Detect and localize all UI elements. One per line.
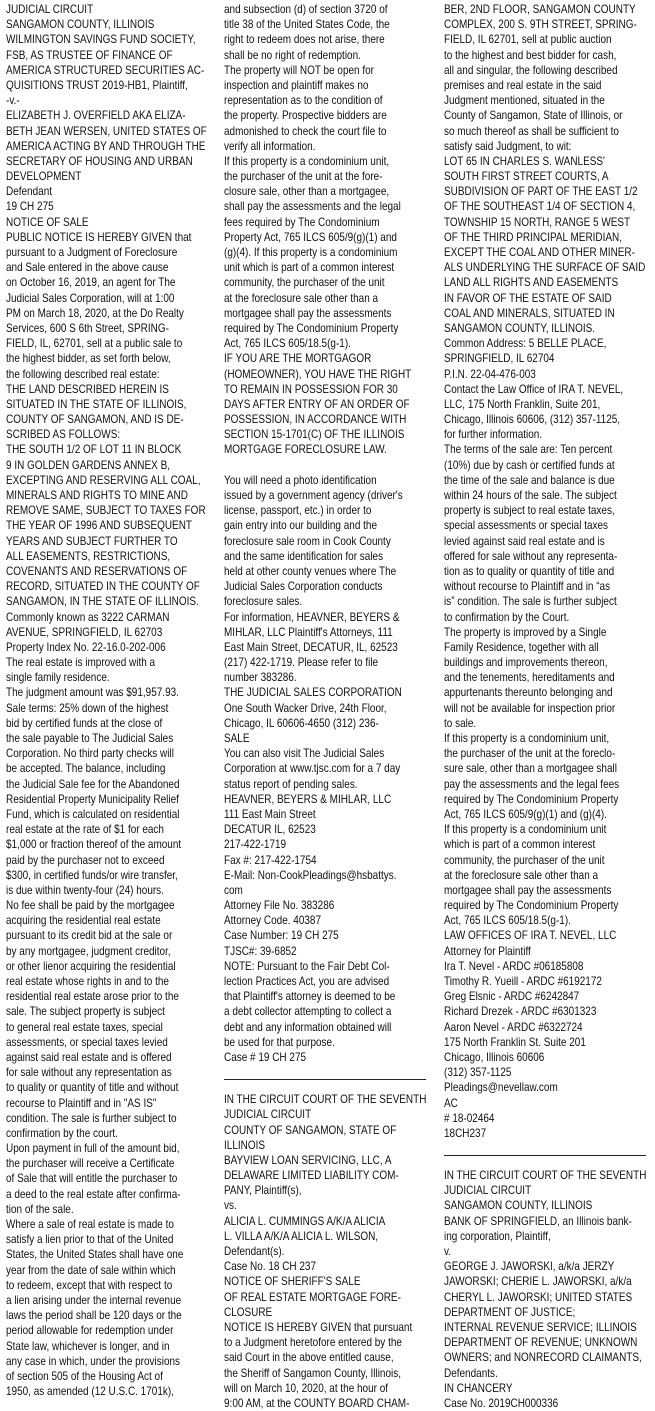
text-line: appurtenants thereunto belonging and bbox=[444, 686, 613, 700]
text-line: CLOSURE bbox=[224, 1305, 273, 1319]
text-line: Greg Elsnic - ARDC #6242847 bbox=[444, 990, 580, 1004]
text-line: Fund, which is calculated on residential bbox=[6, 807, 180, 821]
text-line: EXCEPTING AND RESERVING ALL COAL, bbox=[6, 473, 201, 487]
column-3 bbox=[444, 2, 647, 1410]
text-line: COUNTY OF SANGAMON, STATE OF bbox=[224, 1123, 397, 1137]
text-line: Corporation at www.tjsc.com for a 7 day bbox=[224, 762, 401, 776]
text-line: AMERICA ACTING BY AND THROUGH THE bbox=[6, 139, 206, 153]
text-line: v. bbox=[444, 1245, 452, 1258]
text-line: THE SOUTH 1/2 OF LOT 11 IN BLOCK bbox=[6, 443, 182, 457]
text-line: Attorney Code. 40387 bbox=[224, 914, 322, 928]
text-line: so much thereof as shall be sufficient to bbox=[444, 124, 620, 138]
text-line: offered for sale without any representa- bbox=[444, 549, 618, 563]
text-line: MIHLAR, LLC Plaintiff's Attorneys, 111 bbox=[224, 625, 394, 639]
text-line: vs. bbox=[224, 1199, 238, 1213]
text-line: FIELD, IL, 62701, sell at a public sale to bbox=[6, 337, 183, 351]
text-line: The property is improved by a Single bbox=[444, 625, 607, 639]
text-line: Chicago, Illinois 60606 bbox=[444, 1050, 545, 1064]
text-line: 9 IN GOLDEN GARDENS ANNEX B, bbox=[6, 458, 171, 472]
text-line: and the same identification for sales bbox=[224, 549, 384, 563]
text-line: without recourse to Plaintiff and in “as bbox=[444, 580, 611, 594]
text-line: OF REAL ESTATE MORTGAGE FORE- bbox=[224, 1290, 402, 1304]
text-line: TO REMAIN IN POSSESSION FOR 30 bbox=[224, 382, 399, 396]
column-2 bbox=[224, 2, 427, 1410]
text-line: community, the purchaser of the unit bbox=[444, 853, 605, 867]
text-line: (217) 422-1719. Please refer to file bbox=[224, 656, 379, 670]
text-line: IN THE CIRCUIT COURT OF THE SEVENTH bbox=[444, 1169, 647, 1183]
text-line: year from the date of sale within which bbox=[6, 1263, 176, 1277]
text-line: FIELD, IL 62701, sell at public auction bbox=[444, 33, 612, 47]
text-line: YEARS AND SUBJECT FURTHER TO bbox=[6, 534, 178, 548]
text-line: sure sale, other than a mortgagee shall bbox=[444, 762, 618, 776]
text-line: 217-422-1719 bbox=[224, 838, 287, 852]
text-line: real estate at the rate of $1 for each bbox=[6, 823, 164, 837]
text-line: to redeem, except that with respect to bbox=[6, 1278, 173, 1292]
text-line: DEPARTMENT OF REVENUE; UNKNOWN bbox=[444, 1336, 638, 1350]
text-line: CHERYL L. JAWORSKI; UNITED STATES bbox=[444, 1290, 633, 1304]
text-line: by any mortgagee, judgment creditor, bbox=[6, 944, 171, 958]
text-line: laws the period shall be 120 days or the bbox=[6, 1309, 182, 1323]
text-line: period allowable for redemption under bbox=[6, 1324, 174, 1338]
text-line: LOT 65 IN CHARLES S. WANLESS' bbox=[444, 154, 606, 168]
text-line: (10%) due by cash or certified funds at bbox=[444, 458, 616, 472]
text-line: SPRINGFIELD, IL 62704 bbox=[444, 352, 555, 366]
text-line: ALICIA L. CUMMINGS A/K/A ALICIA bbox=[224, 1214, 386, 1228]
text-line: DEVELOPMENT bbox=[6, 170, 82, 184]
text-line: JUDICIAL CIRCUIT bbox=[6, 3, 94, 16]
text-line: OWNERS; and NONRECORD CLAIMANTS, bbox=[444, 1351, 643, 1365]
text-line: inspection and plaintiff makes no bbox=[224, 78, 369, 92]
text-line: QUISITIONS TRUST 2019-HB1, Plaintiff, bbox=[6, 78, 188, 92]
text-line: status report of pending sales. bbox=[224, 777, 358, 791]
text-line: COVENANTS AND RESERVATIONS OF bbox=[6, 564, 188, 578]
text-line: within 24 hours of the sale. The subject bbox=[444, 489, 618, 502]
text-line: PANY, Plaintiff(s), bbox=[224, 1184, 302, 1198]
text-line: SALE bbox=[224, 732, 250, 745]
text-line: required by The Condominium Property bbox=[444, 792, 619, 806]
text-line: the time of the sale and balance is due bbox=[444, 473, 616, 487]
text-line: all and singular, the following described bbox=[444, 63, 618, 77]
text-line: (312) 357-1125 bbox=[444, 1066, 512, 1080]
text-line: fees required by The Condominium bbox=[224, 215, 380, 229]
text-line: SOUTH FIRST STREET COURTS, A bbox=[444, 170, 609, 184]
text-line: against said real estate and is offered bbox=[6, 1050, 172, 1064]
text-line: BETH JEAN WERSEN, UNITED STATES OF bbox=[6, 124, 207, 138]
text-line: Attorney File No. 383286 bbox=[224, 899, 335, 913]
text-line: Attorney for Plaintiff bbox=[444, 944, 532, 958]
paragraph-gap bbox=[224, 458, 426, 473]
text-line: debt and any information obtained will bbox=[224, 1020, 392, 1034]
text-line: tion of the sale. bbox=[6, 1202, 74, 1216]
text-line: You will need a photo identification bbox=[224, 473, 378, 487]
text-line: will not be available for inspection prior bbox=[444, 701, 616, 715]
text-line: GEORGE J. JAWORSKI, a/k/a JERZY bbox=[444, 1260, 615, 1274]
text-line: BANK OF SPRINGFIELD, an Illinois bank- bbox=[444, 1214, 633, 1228]
text-line: The property will NOT be open for bbox=[224, 63, 375, 77]
text-line: RECORD, SITUATED IN THE COUNTY OF bbox=[6, 580, 200, 594]
text-line: to the highest and best bidder for cash, bbox=[444, 48, 617, 62]
text-line: State law, whichever is longer, and in bbox=[6, 1339, 170, 1353]
text-line: of Sale that will entitle the purchaser to bbox=[6, 1172, 178, 1186]
text-line: title 38 of the United States Code, the bbox=[224, 18, 391, 32]
text-line: SANGAMON COUNTY, ILLINOIS bbox=[444, 1199, 593, 1213]
text-line: 111 East Main Street bbox=[224, 807, 317, 821]
text-line: Richard Drezek - ARDC #6301323 bbox=[444, 1005, 597, 1019]
text-line: the purchaser of the unit at the fore- bbox=[224, 170, 383, 184]
text-line: SECRETARY OF HOUSING AND URBAN bbox=[6, 154, 193, 168]
text-line: the purchaser will receive a Certificate bbox=[6, 1157, 175, 1171]
text-line: NOTE: Pursuant to the Fair Debt Col- bbox=[224, 959, 391, 973]
text-line: If this property is a condominium unit bbox=[444, 823, 607, 837]
text-line: JUDICIAL CIRCUIT bbox=[224, 1108, 312, 1122]
text-line: Services, 600 S 6th Street, SPRING- bbox=[6, 321, 169, 335]
text-line: Pleadings@nevellaw.com bbox=[444, 1081, 559, 1095]
text-line: East Main Street, DECATUR, IL, 62523 bbox=[224, 640, 399, 654]
text-line: Case Number: 19 CH 275 bbox=[224, 929, 340, 943]
text-line: The real estate is improved with a bbox=[6, 656, 156, 670]
text-line: One South Wacker Drive, 24th Floor, bbox=[224, 701, 387, 715]
text-line: REMOVE SAME, SUBJECT TO TAXES FOR bbox=[6, 504, 206, 518]
column-1 bbox=[6, 2, 207, 1399]
text-line: residential real estate arose prior to the bbox=[6, 990, 179, 1004]
text-line: OF THE THIRD PRINCIPAL MERIDIAN, bbox=[444, 230, 623, 244]
text-line: ing corporation, Plaintiff, bbox=[444, 1229, 552, 1243]
text-line: SUBDIVISION OF PART OF THE EAST 1/2 bbox=[444, 185, 638, 199]
text-line: The judgment amount was $91,957.93. bbox=[6, 686, 179, 700]
text-line: L. VILLA A/K/A ALICIA L. WILSON, bbox=[224, 1229, 379, 1243]
text-line: to confirmation by the Court. bbox=[444, 610, 570, 624]
text-line: P.I.N. 22-04-476-003 bbox=[444, 367, 537, 381]
text-line: pursuant to a Judgment of Foreclosure bbox=[6, 246, 178, 259]
text-line: license, passport, etc.) in order to bbox=[224, 504, 372, 518]
text-line: HEAVNER, BEYERS & MIHLAR, LLC bbox=[224, 792, 392, 806]
text-line: the following described real estate: bbox=[6, 367, 160, 381]
text-line: ILLINOIS bbox=[224, 1138, 266, 1152]
text-line: Contact the Law Office of IRA T. NEVEL, bbox=[444, 382, 624, 396]
text-line: assessments, or special taxes levied bbox=[6, 1035, 168, 1049]
text-line: 19 CH 275 bbox=[6, 200, 54, 214]
text-line: closure sale, other than a mortgagee, bbox=[224, 185, 390, 199]
text-line: pay the assessments and the legal fees bbox=[444, 777, 620, 791]
text-line: paid by the purchaser not to exceed bbox=[6, 853, 165, 867]
text-line: Property Index No. 22-16.0-202-006 bbox=[6, 640, 166, 654]
text-line: COMPLEX, 200 S. 9TH STREET, SPRING- bbox=[444, 18, 638, 32]
text-line: buildings and improvements thereon, bbox=[444, 656, 608, 670]
text-line: For information, HEAVNER, BEYERS & bbox=[224, 610, 400, 624]
text-line: Defendants. bbox=[444, 1366, 499, 1380]
text-line: If this property is a condominium unit, bbox=[224, 154, 390, 168]
text-line: Ira T. Nevel - ARDC #06185808 bbox=[444, 959, 584, 973]
text-line: representation as to the condition of bbox=[224, 94, 383, 108]
text-line: AVENUE, SPRINGFIELD, IL 62703 bbox=[6, 625, 163, 639]
text-line: special assessments or special taxes bbox=[444, 519, 609, 533]
text-line: satisfy said Judgment, to wit: bbox=[444, 139, 572, 153]
text-line: a deed to the real estate after confirma- bbox=[6, 1187, 181, 1201]
text-line: SCRIBED AS FOLLOWS: bbox=[6, 428, 121, 442]
text-line: the sale payable to The Judicial Sales bbox=[6, 732, 174, 745]
text-line: IN CHANCERY bbox=[444, 1381, 513, 1395]
text-line: Sale terms: 25% down of the highest bbox=[6, 701, 169, 715]
text-line: will on March 10, 2020, at the hour of bbox=[224, 1381, 389, 1395]
text-line: THE LAND DESCRIBED HEREIN IS bbox=[6, 382, 169, 396]
text-line: TOWNSHIP 15 NORTH, RANGE 5 WEST bbox=[444, 215, 631, 229]
text-line: Property Act, 765 ILCS 605/9(g)(1) and bbox=[224, 230, 398, 244]
text-line: NOTICE OF SALE bbox=[6, 215, 89, 229]
text-line: mortgagee shall pay the assessments bbox=[224, 306, 392, 320]
text-line: any case in which, under the provisions bbox=[6, 1354, 181, 1368]
text-line: DAYS AFTER ENTRY OF AN ORDER OF bbox=[224, 397, 411, 411]
text-line: Judicial Sales Corporation conducts bbox=[224, 580, 383, 594]
text-line: be accepted. The balance, including bbox=[6, 762, 166, 776]
text-line: SECTION 15-1701(C) OF THE ILLINOIS bbox=[224, 428, 405, 442]
text-line: $1,000 or fraction thereof of the amount bbox=[6, 838, 182, 852]
text-line: Family Residence, together with all bbox=[444, 640, 600, 654]
text-line: levied against said real estate and is bbox=[444, 534, 606, 548]
text-line: at the foreclosure sale other than a bbox=[224, 291, 379, 305]
text-line: IN FAVOR OF THE ESTATE OF SAID bbox=[444, 291, 613, 305]
text-line: SANGAMON COUNTY, ILLINOIS. bbox=[444, 321, 596, 335]
text-line: SITUATED IN THE STATE OF ILLINOIS, bbox=[6, 397, 187, 411]
text-line: gain entry into our building and the bbox=[224, 519, 378, 533]
text-line: LAW OFFICES OF IRA T. NEVEL, LLC bbox=[444, 929, 617, 943]
text-line: THE YEAR OF 1996 AND SUBSEQUENT bbox=[6, 519, 193, 533]
text-line: LLC, 175 North Franklin, Suite 201, bbox=[444, 397, 601, 411]
text-line: MINERALS AND RIGHTS TO MINE AND bbox=[6, 489, 188, 502]
text-line: shall be no right of redemption. bbox=[224, 48, 362, 62]
text-line: com bbox=[224, 883, 244, 897]
text-line: NOTICE OF SHERIFF'S SALE bbox=[224, 1275, 361, 1289]
text-line: 1950, as amended (12 U.S.C. 1701k), bbox=[6, 1385, 174, 1399]
text-line: County of Sangamon, State of Illinois, or bbox=[444, 109, 623, 123]
text-line: OF THE SOUTHEAST 1/4 OF SECTION 4, bbox=[444, 200, 636, 214]
text-line: that Plaintiff's attorney is deemed to be bbox=[224, 990, 396, 1004]
text-line: number 383286. bbox=[224, 671, 298, 685]
text-line: AC bbox=[444, 1096, 459, 1110]
text-line: bid by certified funds at the close of bbox=[6, 716, 163, 730]
text-line: (HOMEOWNER), YOU HAVE THE RIGHT bbox=[224, 367, 412, 381]
text-line: and subsection (d) of section 3720 of bbox=[224, 3, 388, 16]
text-line: If this property is a condominium unit, bbox=[444, 732, 610, 745]
text-line: single family residence. bbox=[6, 671, 110, 685]
text-line: E-Mail: Non-CookPleadings@hsbattys. bbox=[224, 868, 397, 882]
text-line: IF YOU ARE THE MORTGAGOR bbox=[224, 352, 372, 366]
text-line: Upon payment in full of the amount bid, bbox=[6, 1142, 180, 1156]
text-line: Residential Property Municipality Relief bbox=[6, 792, 179, 806]
text-line: of section 505 of the Housing Act of bbox=[6, 1369, 163, 1383]
text-line: COUNTY OF SANGAMON, AND IS DE- bbox=[6, 413, 184, 427]
text-line: right to redeem does not arise, there bbox=[224, 33, 386, 47]
notice-divider bbox=[444, 1155, 646, 1156]
text-line: the property. Prospective bidders are bbox=[224, 109, 388, 123]
text-line: said Court in the above entitled cause, bbox=[224, 1351, 395, 1365]
text-line: Commonly known as 3222 CARMAN bbox=[6, 610, 170, 624]
text-line: satisfy a lien prior to that of the United bbox=[6, 1233, 174, 1247]
text-line: FSB, AS TRUSTEE OF FINANCE OF bbox=[6, 48, 173, 62]
text-line: Act, 765 ILCS 605/18.5(g-1). bbox=[224, 337, 352, 351]
text-line: and Sale entered in the above cause bbox=[6, 261, 169, 275]
text-line: Case # 19 CH 275 bbox=[224, 1050, 307, 1064]
text-line: be used for that purpose. bbox=[224, 1035, 336, 1049]
text-line: Judicial Sales Corporation, will at 1:00 bbox=[6, 291, 175, 305]
text-line: property is subject to real estate taxes, bbox=[444, 504, 616, 518]
text-line: PUBLIC NOTICE IS HEREBY GIVEN that bbox=[6, 230, 192, 244]
text-line: ELIZABETH J. OVERFIELD AKA ELIZA- bbox=[6, 109, 186, 123]
text-line: at the foreclosure sale other than a bbox=[444, 868, 599, 882]
text-line: Defendant bbox=[6, 185, 53, 199]
text-line: 9:00 AM, at the COUNTY BOARD CHAM- bbox=[224, 1396, 410, 1410]
text-line: lection Practices Act, you are advised bbox=[224, 975, 390, 988]
text-line: Act, 765 ILCS 605/9(g)(1) and (g)(4). bbox=[444, 807, 608, 821]
text-line: PM on March 18, 2020, at the Do Realty bbox=[6, 306, 184, 320]
text-line: issued by a government agency (driver's bbox=[224, 489, 404, 502]
text-line: Case No. 18 CH 237 bbox=[224, 1260, 317, 1274]
text-line: for further information. bbox=[444, 428, 543, 442]
text-line: WILMINGTON SAVINGS FUND SOCIETY, bbox=[6, 33, 196, 47]
text-line: (g)(4). If this property is a condominium bbox=[224, 246, 398, 259]
text-line: MORTGAGE FORECLOSURE LAW. bbox=[224, 443, 388, 457]
text-line: THE JUDICIAL SALES CORPORATION bbox=[224, 686, 403, 700]
text-line: Act, 765 ILCS 605/18.5(g-1). bbox=[444, 914, 572, 928]
text-line: COAL AND MINERALS, SITUATED IN bbox=[444, 306, 616, 320]
text-line: -v.- bbox=[6, 94, 20, 108]
text-line: a lien arising under the internal revenue bbox=[6, 1293, 182, 1307]
text-line: required by The Condominium Property bbox=[224, 321, 399, 335]
text-line: community, the purchaser of the unit bbox=[224, 276, 385, 290]
text-line: the Judicial Sale fee for the Abandoned bbox=[6, 777, 180, 791]
text-line: LAND ALL RIGHTS AND EASEMENTS bbox=[444, 276, 619, 290]
text-line: sale. The subject property is subject bbox=[6, 1005, 165, 1019]
text-line: 18CH237 bbox=[444, 1126, 487, 1140]
text-line: confirmation by the court. bbox=[6, 1126, 118, 1140]
text-line: the highest bidder, as set forth below, bbox=[6, 352, 171, 366]
text-line: JAWORSKI; CHERIE L. JAWORSKI, a/k/a bbox=[444, 1275, 633, 1289]
text-line: AMERICA STRUCTURED SECURITIES AC- bbox=[6, 63, 205, 77]
text-line: acquiring the residential real estate bbox=[6, 914, 161, 928]
text-line: INTERNAL REVENUE SERVICE; ILLINOIS bbox=[444, 1320, 638, 1334]
text-line: $300, in certified funds/or wire transfer, bbox=[6, 868, 178, 882]
text-line: is due within twenty-four (24) hours. bbox=[6, 883, 164, 897]
text-line: NOTICE IS HEREBY GIVEN that pursuant bbox=[224, 1320, 413, 1334]
text-line: Chicago, Illinois 60606, (312) 357-1125, bbox=[444, 413, 621, 427]
text-line: EXCEPT THE COAL AND OTHER MINER- bbox=[444, 246, 636, 259]
text-line: and the tenements, hereditaments and bbox=[444, 671, 616, 685]
text-line: verify all information. bbox=[224, 139, 316, 153]
text-line: the purchaser of the unit at the foreclo- bbox=[444, 747, 616, 761]
text-line: to sale. bbox=[444, 716, 477, 730]
text-line: on October 16, 2019, an agent for The bbox=[6, 276, 176, 290]
text-line: or other lienor acquiring the residential bbox=[6, 959, 176, 973]
text-line: Timothy R. Yueill - ARDC #6192172 bbox=[444, 975, 603, 988]
text-line: is” condition. The sale is further subject bbox=[444, 595, 618, 609]
text-line: Defendant(s). bbox=[224, 1245, 285, 1258]
text-line: DELAWARE LIMITED LIABILITY COM- bbox=[224, 1169, 400, 1183]
text-line: foreclosure sale room in Cook County bbox=[224, 534, 392, 548]
text-line: 175 North Franklin St. Suite 201 bbox=[444, 1035, 587, 1049]
text-line: TJSC#: 39-6852 bbox=[224, 944, 298, 958]
text-line: which is part of a common interest bbox=[444, 838, 596, 852]
text-line: SANGAMON COUNTY, ILLINOIS bbox=[6, 18, 155, 32]
text-line: for sale without any representation as bbox=[6, 1066, 172, 1080]
text-line: pursuant to its credit bid at the sale or bbox=[6, 929, 173, 943]
text-line: The terms of the sale are: Ten percent bbox=[444, 443, 613, 457]
text-line: Judgment mentioned, situated in the bbox=[444, 94, 606, 108]
text-line: to general real estate taxes, special bbox=[6, 1020, 163, 1034]
text-line: No fee shall be paid by the mortgagee bbox=[6, 899, 175, 913]
text-line: foreclosure sales. bbox=[224, 595, 303, 609]
text-line: recourse to Plaintiff and in "AS IS" bbox=[6, 1096, 157, 1110]
text-line: Fax #: 217-422-1754 bbox=[224, 853, 317, 867]
text-line: Where a sale of real estate is made to bbox=[6, 1218, 174, 1231]
text-line: You can also visit The Judicial Sales bbox=[224, 747, 385, 761]
text-line: BER, 2ND FLOOR, SANGAMON COUNTY bbox=[444, 3, 637, 16]
text-line: Corporation. No third party checks will bbox=[6, 747, 174, 761]
text-line: BAYVIEW LOAN SERVICING, LLC, A bbox=[224, 1153, 392, 1167]
text-line: unit which is part of a common interest bbox=[224, 261, 395, 275]
notice-divider bbox=[224, 1079, 426, 1080]
text-line: tion as to quality or quantity of title and bbox=[444, 564, 615, 578]
text-line: # 18-02464 bbox=[444, 1111, 495, 1125]
text-line: DECATUR IL, 62523 bbox=[224, 823, 317, 837]
text-line: required by The Condominium Property bbox=[444, 899, 619, 913]
text-line: ALL EASEMENTS, RESTRICTIONS, bbox=[6, 549, 171, 563]
text-line: to a Judgment heretofore entered by the bbox=[224, 1336, 403, 1350]
text-line: Aaron Nevel - ARDC #6322724 bbox=[444, 1020, 583, 1034]
text-line: SANGAMON, IN THE STATE OF ILLINOIS. bbox=[6, 595, 199, 609]
text-line: real estate whose rights in and to the bbox=[6, 975, 169, 988]
text-line: condition. The sale is further subject to bbox=[6, 1111, 177, 1125]
text-line: shall pay the assessments and the legal bbox=[224, 200, 402, 214]
text-line: States, the United States shall have one bbox=[6, 1248, 184, 1262]
text-line: admonished to check the court file to bbox=[224, 124, 387, 138]
text-line: a debt collector attempting to collect a bbox=[224, 1005, 392, 1019]
text-line: mortgagee shall pay the assessments bbox=[444, 883, 612, 897]
text-line: Common Address: 5 BELLE PLACE, bbox=[444, 337, 607, 351]
text-line: Case No. 2019CH000336 bbox=[444, 1396, 559, 1410]
text-line: POSSESSION, IN ACCORDANCE WITH bbox=[224, 413, 407, 427]
text-line: held at other county venues where The bbox=[224, 564, 397, 578]
text-line: the Sheriff of Sangamon County, Illinois, bbox=[224, 1366, 402, 1380]
text-line: ALS UNDERLYING THE SURFACE OF SAID bbox=[444, 261, 646, 275]
text-line: DEPARTMENT OF JUSTICE; bbox=[444, 1305, 576, 1319]
text-line: premises and real estate in the said bbox=[444, 78, 602, 92]
text-line: Chicago, IL 60606-4650 (312) 236- bbox=[224, 716, 380, 730]
text-line: IN THE CIRCUIT COURT OF THE SEVENTH bbox=[224, 1093, 427, 1107]
text-line: JUDICIAL CIRCUIT bbox=[444, 1184, 532, 1198]
text-line: to quality or quantity of title and without bbox=[6, 1081, 179, 1095]
